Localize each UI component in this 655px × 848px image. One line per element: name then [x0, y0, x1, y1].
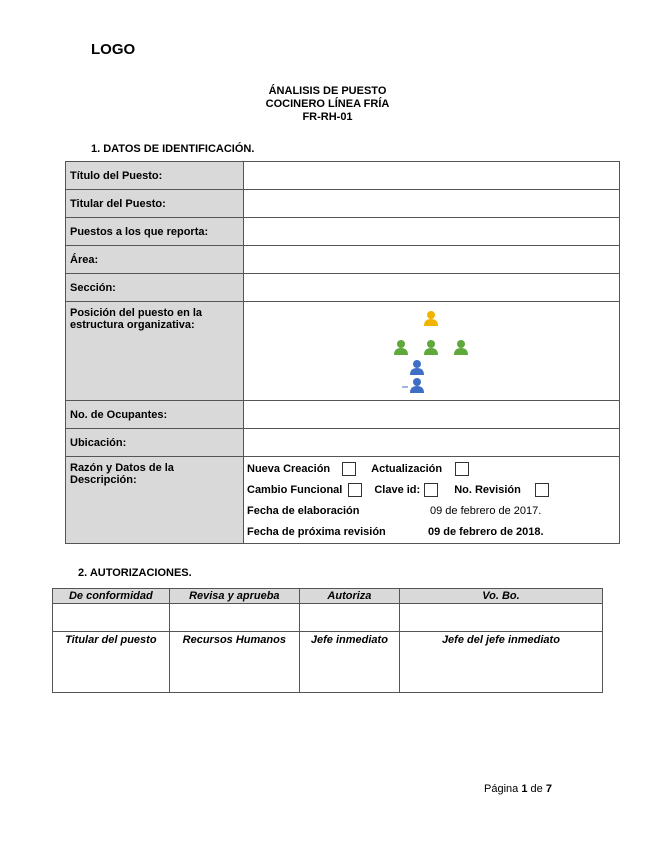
header-autoriza: Autoriza [300, 589, 400, 604]
header-title: ÁNALISIS DE PUESTO [268, 85, 387, 97]
person-icon-lower [410, 360, 424, 375]
signature-cell-vobo[interactable] [399, 604, 602, 632]
razon-line-1 [247, 458, 616, 479]
person-icon-center [424, 340, 438, 355]
value-area[interactable] [244, 246, 620, 274]
table-row [66, 274, 620, 302]
role-jefe-inmediato: Jefe inmediato [300, 632, 400, 693]
value-ubicacion[interactable] [244, 429, 620, 457]
table-row [53, 632, 603, 693]
clave-id-label: Clave id: [374, 483, 421, 496]
actualizacion-checkbox[interactable] [455, 462, 469, 476]
label-ubicacion: Ubicación: [66, 429, 244, 457]
value-seccion[interactable] [244, 274, 620, 302]
label-razon-datos: Razón y Datos de la Descripción: [66, 457, 244, 544]
header-code: FR-RH-01 [302, 111, 353, 123]
label-posicion-estructura: Posición del puesto en la estructura organizativa: [66, 302, 244, 401]
role-jefe-del-jefe: Jefe del jefe inmediato [399, 632, 602, 693]
total-pages: 7 [545, 783, 552, 795]
role-recursos-humanos: Recursos Humanos [169, 632, 299, 693]
page-prefix: Página [484, 783, 519, 795]
fecha-proxima-label: Fecha de próxima revisión [247, 525, 386, 538]
signature-cell-conformidad[interactable] [53, 604, 170, 632]
value-titulo-puesto[interactable] [244, 162, 620, 190]
table-row [66, 457, 620, 544]
table-row [66, 302, 620, 401]
table-row [66, 218, 620, 246]
nueva-creacion-label: Nueva Creación [247, 462, 331, 475]
razon-line-3 [247, 500, 616, 521]
identification-table [65, 161, 620, 544]
page-separator: de [530, 783, 543, 795]
value-puestos-reporta[interactable] [244, 218, 620, 246]
label-no-ocupantes: No. de Ocupantes: [66, 401, 244, 429]
label-titular-puesto: Titular del Puesto: [66, 190, 244, 218]
person-icon-right [454, 340, 468, 355]
fecha-elaboracion-value: 09 de febrero de 2017. [430, 504, 542, 517]
org-chart-icon [244, 302, 616, 397]
cambio-funcional-label: Cambio Funcional [247, 483, 343, 496]
section-1-title: 1. DATOS DE IDENTIFICACIÓN. [91, 143, 255, 155]
razon-cell [244, 457, 620, 544]
table-row [66, 246, 620, 274]
section-2-title: 2. AUTORIZACIONES. [78, 567, 192, 579]
table-row [66, 401, 620, 429]
nueva-creacion-checkbox[interactable] [342, 462, 356, 476]
actualizacion-label: Actualización [371, 462, 443, 475]
header-de-conformidad: De conformidad [53, 589, 170, 604]
table-row [66, 162, 620, 190]
header-vo-bo: Vo. Bo. [399, 589, 602, 604]
header-revisa-aprueba: Revisa y aprueba [169, 589, 299, 604]
authorizations-table [52, 588, 603, 693]
logo-text: LOGO [91, 41, 136, 58]
label-titulo-puesto: Título del Puesto: [66, 162, 244, 190]
no-revision-checkbox[interactable] [535, 483, 549, 497]
label-area: Área: [66, 246, 244, 274]
label-seccion: Sección: [66, 274, 244, 302]
value-no-ocupantes[interactable] [244, 401, 620, 429]
document-header [0, 85, 655, 124]
clave-id-checkbox[interactable] [424, 483, 438, 497]
razon-line-2 [247, 479, 616, 500]
table-row [66, 429, 620, 457]
current-page: 1 [521, 783, 528, 795]
page-number [484, 783, 552, 795]
value-titular-puesto[interactable] [244, 190, 620, 218]
table-row [53, 589, 603, 604]
signature-cell-autoriza[interactable] [300, 604, 400, 632]
no-revision-label: No. Revisión [454, 483, 521, 496]
fecha-elaboracion-label: Fecha de elaboración [247, 504, 360, 517]
table-row [53, 604, 603, 632]
label-puestos-reporta: Puestos a los que reporta: [66, 218, 244, 246]
person-icon-left [394, 340, 408, 355]
org-chart-cell [244, 302, 620, 401]
fecha-proxima-value: 09 de febrero de 2018. [428, 525, 544, 538]
signature-cell-revisa[interactable] [169, 604, 299, 632]
person-icon-bottom [402, 378, 424, 393]
person-icon-top [424, 311, 438, 326]
cambio-funcional-checkbox[interactable] [348, 483, 362, 497]
role-titular-puesto: Titular del puesto [53, 632, 170, 693]
razon-line-4 [247, 521, 616, 542]
table-row [66, 190, 620, 218]
header-position: COCINERO LÍNEA FRÍA [265, 98, 390, 110]
